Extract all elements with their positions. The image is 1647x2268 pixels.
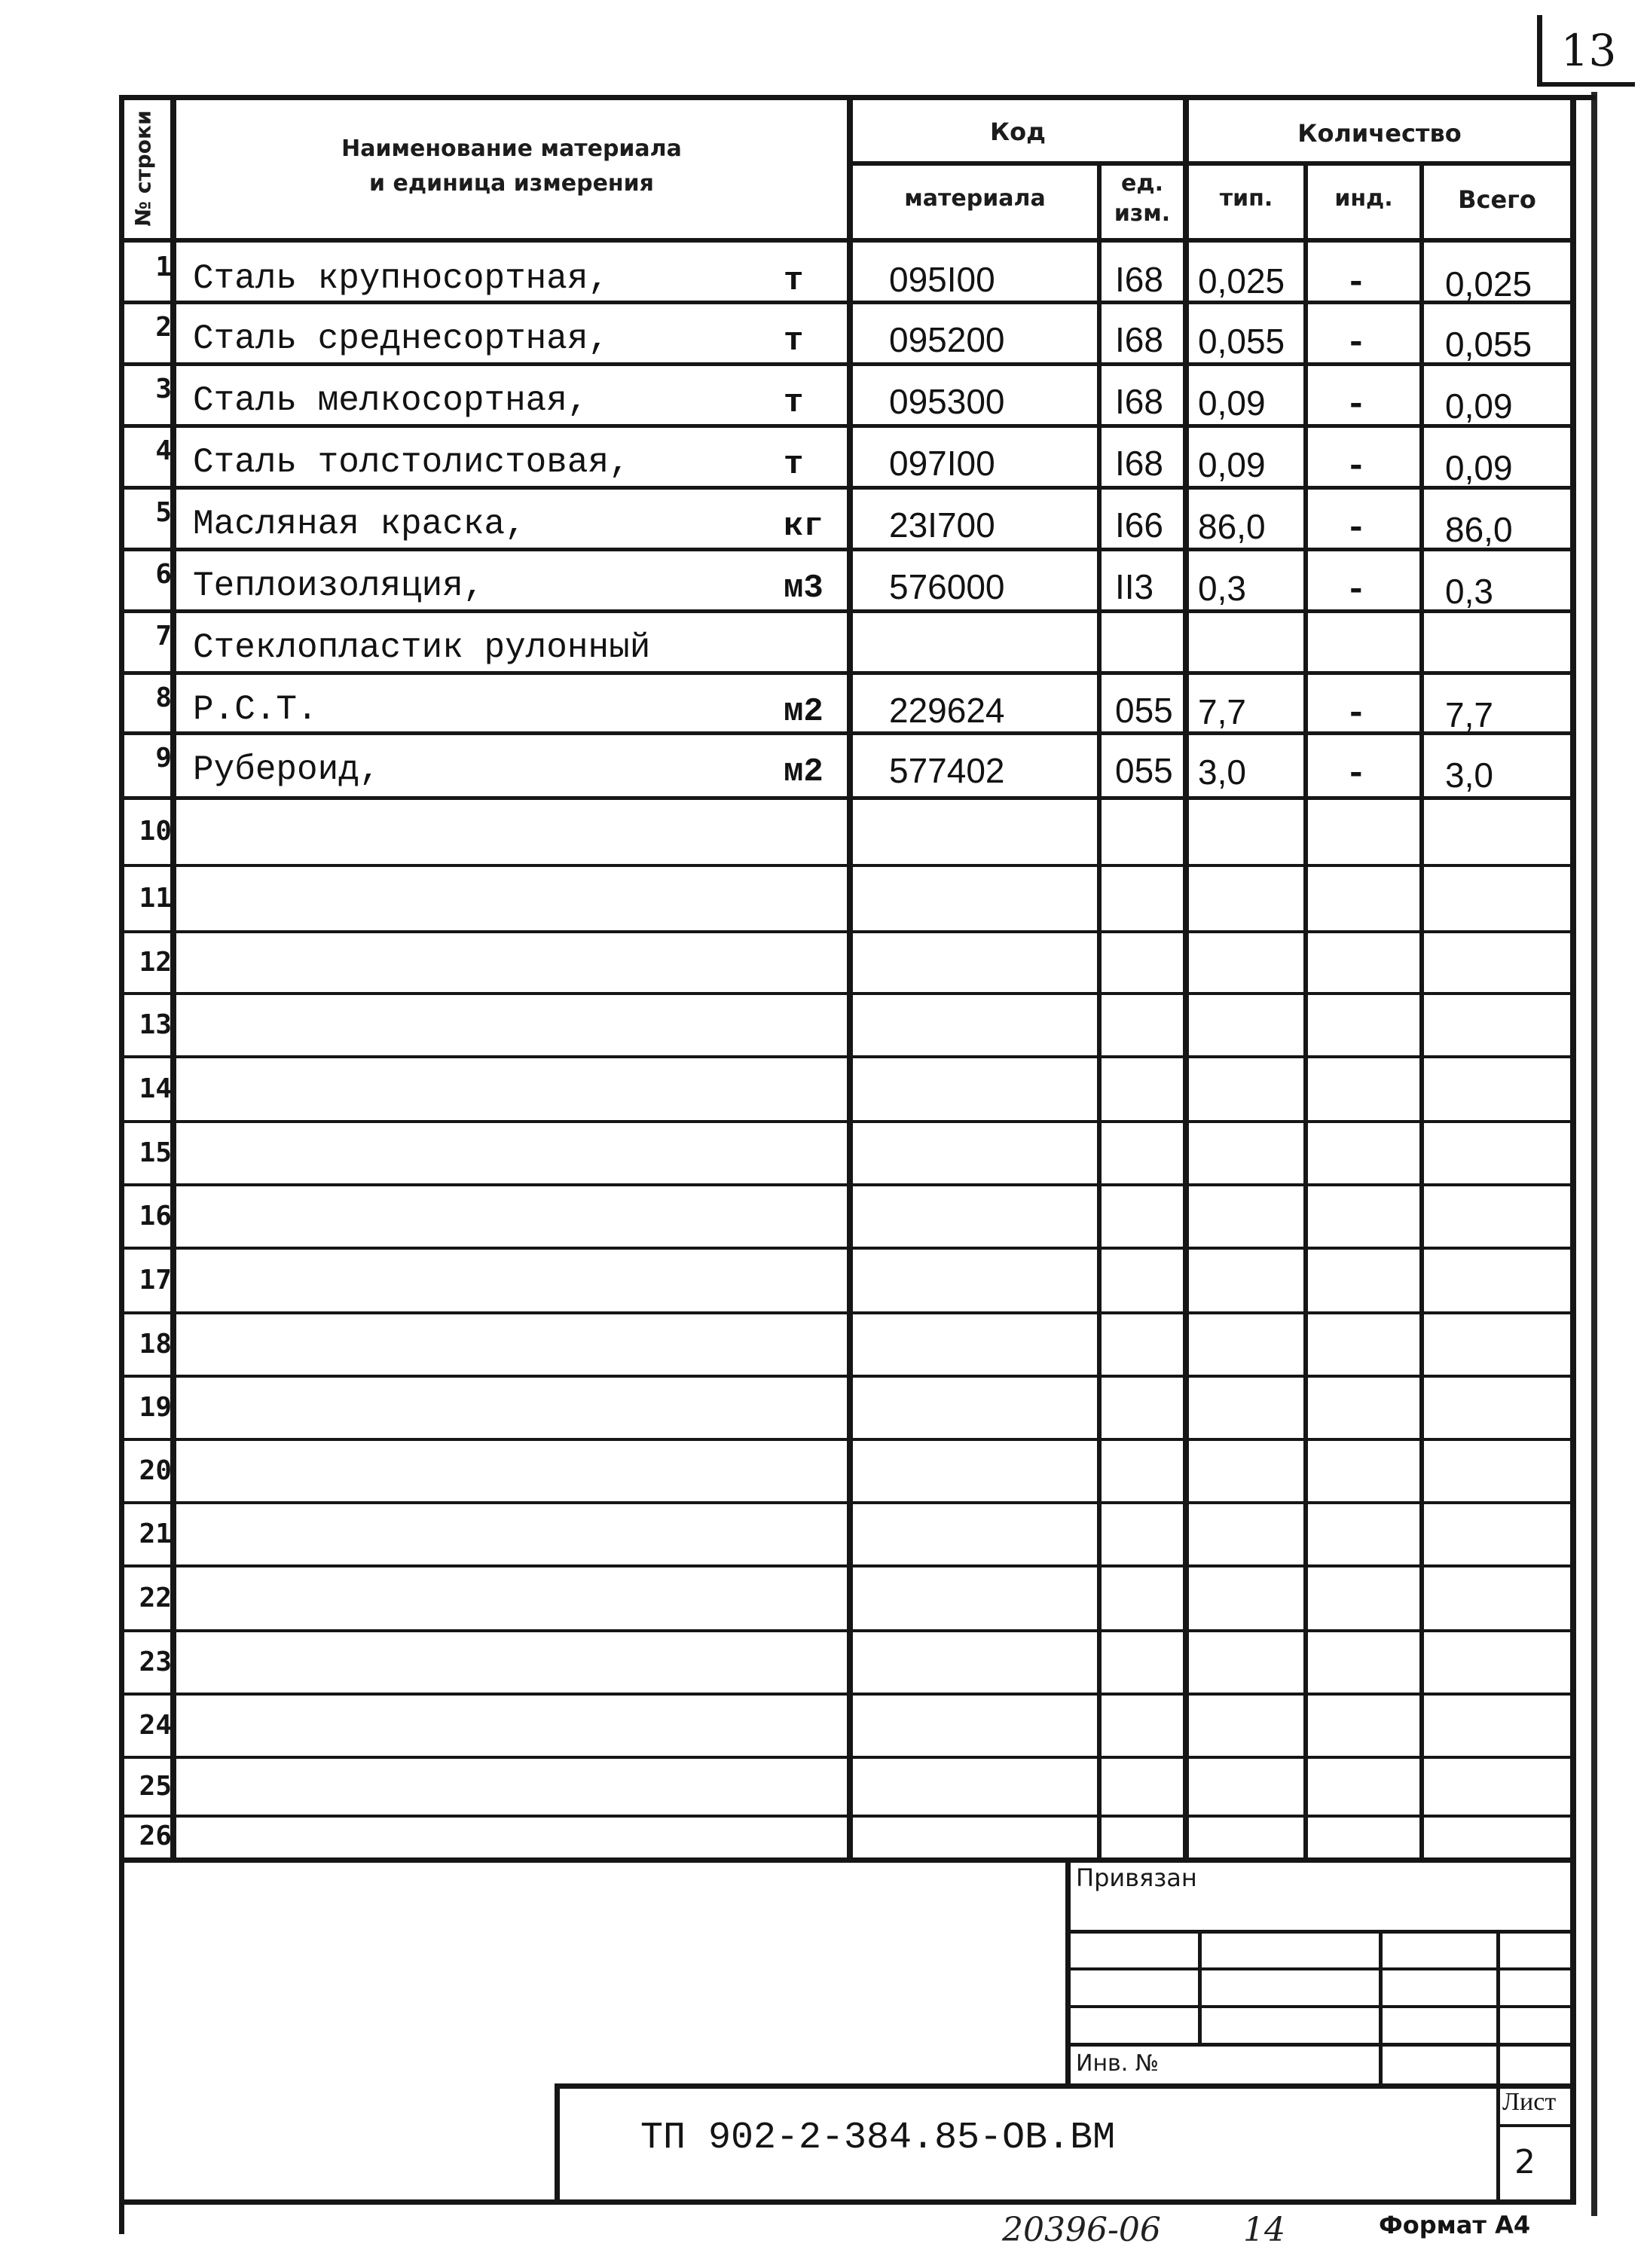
row-divider	[124, 1501, 1572, 1504]
row-number: 2	[155, 312, 172, 343]
unit-label: т	[784, 384, 804, 422]
row-number: 21	[139, 1519, 172, 1549]
code-box-left	[555, 2083, 560, 2204]
row-divider	[124, 1247, 1572, 1250]
qty-typ: 86,0	[1198, 507, 1266, 546]
format-label: Формат А4	[1379, 2211, 1531, 2239]
code-group-header: Код	[990, 118, 1046, 146]
row-divider	[124, 1438, 1572, 1441]
row-divider	[124, 671, 1572, 675]
unit-code: II3	[1115, 567, 1154, 606]
copy-number: 14	[1243, 2211, 1285, 2249]
inventory-label: Инв. №	[1076, 2050, 1160, 2077]
qty-ind: -	[1346, 755, 1367, 794]
qty-total: 7,7	[1445, 695, 1493, 734]
unit-code-header-line2: изм.	[1114, 200, 1171, 227]
qty-typ-header: тип.	[1219, 185, 1273, 212]
row-number: 9	[155, 743, 172, 774]
unit-label: т	[784, 262, 804, 300]
ind-column-divider	[1419, 166, 1424, 1857]
material-code: 23I700	[889, 505, 995, 545]
title-block-bottom-border	[119, 2199, 1576, 2205]
qty-typ: 0,09	[1198, 445, 1266, 484]
material-name: Рубероид,	[193, 750, 380, 789]
material-code: 095I00	[889, 260, 995, 299]
unit-label: м2	[784, 753, 824, 791]
unit-code: I68	[1115, 320, 1163, 359]
row-divider	[124, 1564, 1572, 1567]
unit-code-header-line1: ед.	[1121, 170, 1163, 197]
row-number: 25	[139, 1771, 172, 1802]
row-number: 10	[139, 816, 172, 847]
qty-typ: 0,025	[1198, 261, 1285, 301]
code-box-top	[558, 2083, 1575, 2089]
row-divider	[124, 1183, 1572, 1186]
qty-ind: -	[1346, 571, 1367, 610]
qty-ind: -	[1346, 386, 1367, 425]
qty-total: 0,09	[1445, 386, 1513, 426]
bound-grid-v3	[1496, 1930, 1500, 2204]
row-number: 26	[139, 1821, 172, 1851]
header-subgroup-divider	[847, 161, 1575, 166]
row-divider	[124, 1815, 1572, 1818]
archive-number: 20396-06	[1002, 2211, 1161, 2249]
row-divider	[124, 1375, 1572, 1378]
rownum-header-label: № строки	[130, 109, 156, 227]
qty-total-header: Всего	[1458, 185, 1536, 214]
material-name: Р.С.Т.	[193, 690, 318, 729]
row-number: 19	[139, 1392, 172, 1423]
material-name: Стеклопластик рулонный	[193, 628, 651, 667]
row-divider	[124, 1629, 1572, 1632]
row-number: 12	[139, 947, 172, 978]
material-name: Масляная краска,	[193, 505, 526, 544]
row-number: 24	[139, 1710, 172, 1741]
material-name: Сталь толстолистовая,	[193, 443, 630, 482]
name-column-divider	[847, 95, 853, 1857]
material-code-header: материала	[904, 185, 1046, 212]
qty-typ: 0,3	[1198, 569, 1246, 608]
row-number: 15	[139, 1137, 172, 1168]
unit-code: I68	[1115, 444, 1163, 483]
typ-column-divider	[1303, 166, 1308, 1857]
unit-code: I66	[1115, 505, 1163, 545]
unit-code: I68	[1115, 382, 1163, 421]
page-border-right	[1591, 92, 1597, 2216]
unit-label: кг	[784, 508, 824, 545]
qty-typ: 3,0	[1198, 752, 1246, 792]
row-number: 18	[139, 1329, 172, 1360]
unit-label: м2	[784, 693, 824, 731]
sheet-box-divider	[1496, 2124, 1575, 2127]
table-right-border	[1570, 95, 1576, 1857]
row-number: 23	[139, 1647, 172, 1677]
unit-code-column-divider	[1097, 166, 1102, 1857]
row-number: 22	[139, 1583, 172, 1613]
unit-label: м3	[784, 569, 824, 607]
qty-total: 3,0	[1445, 755, 1493, 795]
qty-ind: -	[1346, 694, 1367, 734]
row-number: 5	[155, 497, 172, 528]
row-number: 8	[155, 682, 172, 713]
row-number: 4	[155, 435, 172, 466]
material-code: 095300	[889, 382, 1005, 421]
qty-ind-header: инд.	[1334, 185, 1393, 212]
row-number: 13	[139, 1009, 172, 1040]
qty-total: 0,025	[1445, 264, 1532, 304]
row-number: 6	[155, 559, 172, 590]
qty-typ: 0,09	[1198, 383, 1266, 423]
row-divider	[124, 1120, 1572, 1123]
qty-ind: -	[1346, 509, 1367, 548]
bound-label: Привязан	[1076, 1864, 1197, 1892]
row-number: 16	[139, 1201, 172, 1232]
row-divider	[124, 864, 1572, 867]
bound-grid-v2	[1379, 1930, 1383, 2085]
row-number: 11	[139, 883, 172, 914]
bound-grid-v1	[1198, 1930, 1202, 2043]
row-divider	[124, 1693, 1572, 1696]
row-divider	[124, 796, 1572, 800]
material-name: Сталь крупносортная,	[193, 259, 610, 298]
rownum-header	[121, 104, 166, 232]
unit-code: I68	[1115, 260, 1163, 299]
unit-label: т	[784, 446, 804, 484]
unit-label: т	[784, 322, 804, 360]
qty-typ: 7,7	[1198, 692, 1246, 731]
material-code: 097I00	[889, 444, 995, 483]
row-number: 20	[139, 1455, 172, 1486]
material-name: Теплоизоляция,	[193, 566, 484, 606]
name-header-line1: Наименование материала	[341, 136, 682, 162]
quantity-group-header: Количество	[1297, 119, 1462, 148]
qty-total: 0,09	[1445, 448, 1513, 487]
bound-section-left	[1065, 1857, 1071, 2083]
material-code: 576000	[889, 567, 1005, 606]
qty-ind: -	[1346, 447, 1367, 487]
page-number: 13	[1537, 15, 1635, 87]
code-qty-column-divider	[1183, 95, 1189, 1857]
qty-typ: 0,055	[1198, 322, 1285, 361]
row-number: 1	[155, 252, 172, 282]
qty-ind: -	[1346, 324, 1367, 363]
row-number: 3	[155, 374, 172, 404]
sheet-number: 2	[1514, 2143, 1535, 2181]
material-name: Сталь среднесортная,	[193, 319, 610, 359]
title-block-right-border	[1570, 1857, 1576, 2204]
row-divider	[124, 1055, 1572, 1058]
row-divider	[124, 992, 1572, 995]
row-divider	[124, 1756, 1572, 1759]
document-code: ТП 902-2-384.85-ОВ.ВМ	[640, 2117, 1116, 2160]
row-number: 14	[139, 1073, 172, 1104]
material-code: 229624	[889, 691, 1005, 730]
material-code: 577402	[889, 751, 1005, 790]
qty-total: 0,055	[1445, 325, 1532, 364]
unit-code: 055	[1115, 691, 1173, 730]
sheet-label: Лист	[1502, 2088, 1557, 2116]
name-header-line2: и единица измерения	[369, 170, 654, 197]
row-number: 7	[155, 621, 172, 652]
row-divider	[124, 930, 1572, 933]
qty-ind: -	[1346, 264, 1367, 303]
row-divider	[124, 1311, 1572, 1314]
row-number: 17	[139, 1265, 172, 1296]
qty-total: 0,3	[1445, 572, 1493, 611]
unit-code: 055	[1115, 751, 1173, 790]
material-name: Сталь мелкосортная,	[193, 381, 588, 420]
table-left-border	[119, 95, 124, 2234]
material-code: 095200	[889, 320, 1005, 359]
table-top-border	[119, 95, 1596, 100]
title-block-top-border	[119, 1857, 1576, 1863]
qty-total: 86,0	[1445, 510, 1513, 549]
